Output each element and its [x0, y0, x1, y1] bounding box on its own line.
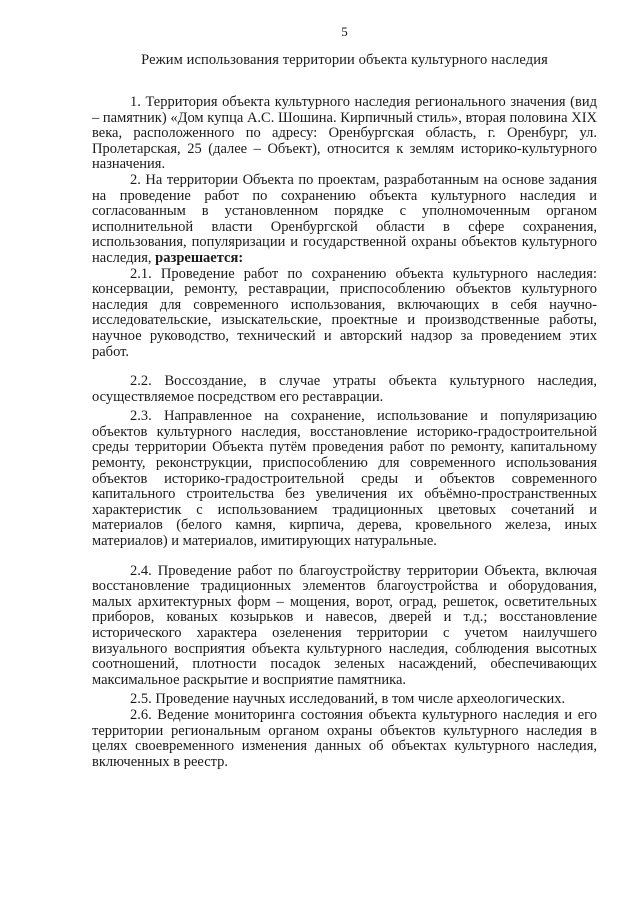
paragraph-2-3: 2.3. Направленное на сохранение, использование и популяризацию объектов культурного наследия, восстановление историко-градостроительной среды территории Объекта путём проведения работ по ремонту, капитальному ремонту, реконструкции, приспособлению для современного использования объектов историко-градостроительной среды и объектов современного капитального строительства без увеличения их объёмно-пространственных характеристик с использованием традиционных цветовых сочетаний и материалов (белого камня, кирпича, дерева, кровельного железа, иных материалов) и материалов, имитирующих натуральные.: [92, 408, 597, 550]
paragraph-2-5: 2.5. Проведение научных исследований, в том числе археологических.: [130, 691, 566, 708]
document-title: Режим использования территории объекта культурного наследия: [141, 52, 548, 68]
paragraph-2-emphasis: разрешается:: [155, 249, 244, 266]
paragraph-2-1: 2.1. Проведение работ по сохранению объекта культурного наследия: консервации, ремонту, реставрации, приспособлению объектов культурного наследия для современного использования, включающих в себя научно-исследовательские, изыскательские, проектные и производственные работы, научное руководство, технический и авторский надзор за проведением этих работ.: [92, 265, 597, 360]
paragraph-1: 1. Территория объекта культурного наследия регионального значения (вид – памятник) «Дом купца А.С. Шошина. Кирпичный стиль», вторая половина XIX века, расположенного по адресу: Оренбургская область, г. Оренбург, ул. Пролетарская, 25 (далее – Объект), относится к землям историко-культурного назначения.: [92, 94, 597, 173]
page-number: 5: [341, 24, 348, 39]
paragraph-2-text: 2. На территории Объекта по проектам, разработанным на основе задания на проведение работ по сохранению объекта культурного наследия и согласованным в установленном порядке с уполномоченным органом исполнительной власти Оренбургской области в сфере сохранения, использования, популяризации и государственной охраны объектов культурного наследия,: [92, 171, 597, 266]
paragraph-2: [92, 173, 597, 267]
paragraph-2-6: 2.6. Ведение мониторинга состояния объекта культурного наследия и его территории региональным органом охраны объектов культурного наследия в целях своевременного изменения данных об объектах культурного наследия, включенных в реестр.: [92, 706, 597, 770]
paragraph-2-4: 2.4. Проведение работ по благоустройству территории Объекта, включая восстановление традиционных элементов благоустройства и оборудования, малых архитектурных форм – мощения, ворот, оград, решеток, осветительных приборов, кованых козырьков и навесов, дверей и т.д.; восстановление исторического характера озеленения территории с учетом наилучшего визуального восприятия объекта культурного наследия, соблюдения высотных соотношений, плотности посадок зеленых насаждений, обеспечивающих максимальное раскрытие и восприятие памятника.: [92, 562, 597, 688]
paragraph-2-2: 2.2. Воссоздание, в случае утраты объекта культурного наследия, осуществляемое посредством его реставрации.: [92, 373, 597, 405]
